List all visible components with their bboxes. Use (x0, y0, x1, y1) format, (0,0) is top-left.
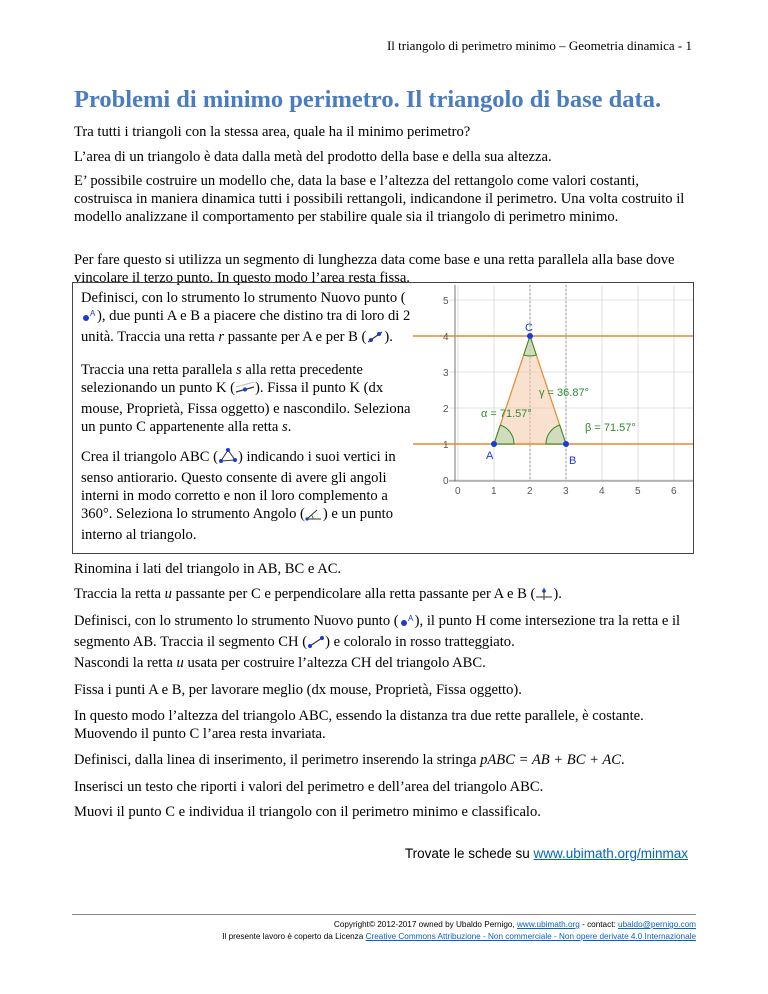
step-perpendicular: Traccia la retta u passante per C e perpendicolare alla retta passante per A e B ( ). (74, 585, 694, 606)
label-c: C (525, 322, 533, 334)
label-gamma: γ = 36.87° (539, 387, 589, 399)
angle-tool-icon (305, 507, 323, 526)
email-link[interactable]: ubaldo@pernigo.com (618, 920, 696, 929)
perpendicular-tool-icon (535, 587, 553, 606)
polygon-tool-icon (218, 448, 238, 469)
graph-svg (413, 285, 693, 549)
y-tick-4: 4 (443, 332, 449, 343)
step-rename-sides: Rinomina i lati del triangolo in AB, BC e AC. (74, 561, 342, 577)
y-tick-2: 2 (443, 404, 449, 415)
x-tick-4: 4 (599, 486, 605, 497)
x-tick-0: 0 (455, 486, 461, 497)
x-tick-5: 5 (635, 486, 641, 497)
label-b: B (569, 455, 577, 467)
intro-model-description: E’ possibile costruire un modello che, data la base e l’altezza del rettangolo come valori costanti, costruisca in maniera dinamica tutti i possibili rettangoli, indicandone il perimetro. Una volta costruito il modello analizzane il comportamento per stabilire quale sia il triangolo di perimetro minimo. (74, 173, 685, 225)
label-beta: β = 71.57° (585, 422, 636, 434)
point-b (563, 441, 569, 447)
new-point-tool-icon (399, 614, 415, 633)
line-tool-icon (366, 330, 384, 349)
copyright-line: Copyright© 2012-2017 owned by Ubaldo Pernigo, www.ubimath.org - contact: ubaldo@pernigo.com (333, 920, 696, 929)
intro-area-definition: L’area di un triangolo è data dalla metà del prodotto della base e della sua altezza. (74, 149, 552, 165)
box-paragraph-2: Traccia una retta parallela s alla retta precedente selezionando un punto K ( ). Fissa il punto K (dx mouse, Proprietà, Fissa oggetto) e nascondilo. Seleziona un punto C appartenente alla retta s. (81, 362, 411, 435)
parallel-line-tool-icon (235, 381, 255, 400)
y-tick-1: 1 (443, 440, 449, 451)
box-paragraph-3: Crea il triangolo ABC ( ) indicando i suoi vertici in senso antiorario. Questo consente di avere gli angoli interni in modo corretto e non il loro complemento a 360°. Seleziona lo strumento Angolo ( ) e un punto interno al triangolo. (81, 449, 396, 543)
page-title: Problemi di minimo perimetro. Il triangolo di base data. (74, 86, 662, 113)
website-link[interactable]: www.ubimath.org (517, 920, 580, 929)
step-move-c: Muovi il punto C e individua il triangolo con il perimetro minimo e classificalo. (74, 804, 541, 820)
step-fix-points: Fissa i punti A e B, per lavorare meglio (dx mouse, Proprietà, Fissa oggetto). (74, 682, 522, 698)
step-insert-text: Inserisci un testo che riporti i valori del perimetro e dell’area del triangolo ABC. (74, 779, 544, 795)
step-point-h: Definisci, con lo strumento lo strumento Nuovo punto ( A ), il punto H come intersezione tra la retta e il segmento AB. Traccia il segmento CH ( ) e coloralo in rosso tratteggiato. (74, 612, 694, 654)
x-tick-6: 6 (671, 486, 677, 497)
step-perimeter-definition: Definisci, dalla linea di inserimento, il perimetro inserendo la stringa pABC = AB + BC + AC. (74, 752, 625, 768)
instruction-box (72, 282, 694, 554)
x-tick-3: 3 (563, 486, 569, 497)
schede-link[interactable]: www.ubimath.org/minmax (533, 846, 689, 861)
box-paragraph-1: Definisci, con lo strumento lo strumento Nuovo punto ( A ), due punti A e B a piacere che distino tra di loro di 2 unità. Traccia una retta r passante per A e per B ( ). (81, 289, 416, 349)
license-link[interactable]: Creative Commons Attribuzione - Non commerciale - Non opere derivate 4.0 Internazionale (365, 932, 696, 941)
step-hide-line: Nascondi la retta u usata per costruire l’altezza CH del triangolo ABC. (74, 655, 486, 671)
intro-method: Per fare questo si utilizza un segmento di lunghezza data come base e una retta parallela alla base dove vincolare il terzo punto. In questo modo l’area resta fissa. (74, 252, 675, 286)
instruction-box-text (81, 289, 416, 556)
svg-text:A: A (407, 614, 414, 623)
x-tick-2: 2 (527, 486, 533, 497)
segment-tool-icon (307, 635, 325, 654)
svg-text:A: A (90, 309, 96, 318)
footer-divider (72, 914, 696, 915)
y-tick-5: 5 (443, 296, 449, 307)
intro-question: Tra tutti i triangoli con la stessa area, quale ha il minimo perimetro? (74, 124, 471, 140)
x-tick-1: 1 (491, 486, 497, 497)
geogebra-graph (413, 285, 693, 549)
label-alpha: α = 71.57° (481, 408, 532, 420)
point-a (491, 441, 497, 447)
running-header: Il triangolo di perimetro minimo – Geometria dinamica - 1 (386, 38, 692, 53)
new-point-tool-icon (81, 309, 97, 328)
y-tick-3: 3 (443, 368, 449, 379)
license-line: Il presente lavoro è coperto da Licenza Creative Commons Attribuzione - Non commerciale - Non opere derivate 4.0 Internazionale (222, 932, 696, 941)
schede-note: Trovate le schede su www.ubimath.org/minmax (404, 846, 689, 861)
angle-gamma (524, 336, 537, 356)
label-a: A (486, 450, 494, 462)
step-constant-height: In questo modo l’altezza del triangolo ABC, essendo la distanza tra due rette parallele, è costante. Muovendo il punto C l’area resta invariata. (74, 708, 644, 742)
y-tick-0: 0 (443, 476, 449, 487)
